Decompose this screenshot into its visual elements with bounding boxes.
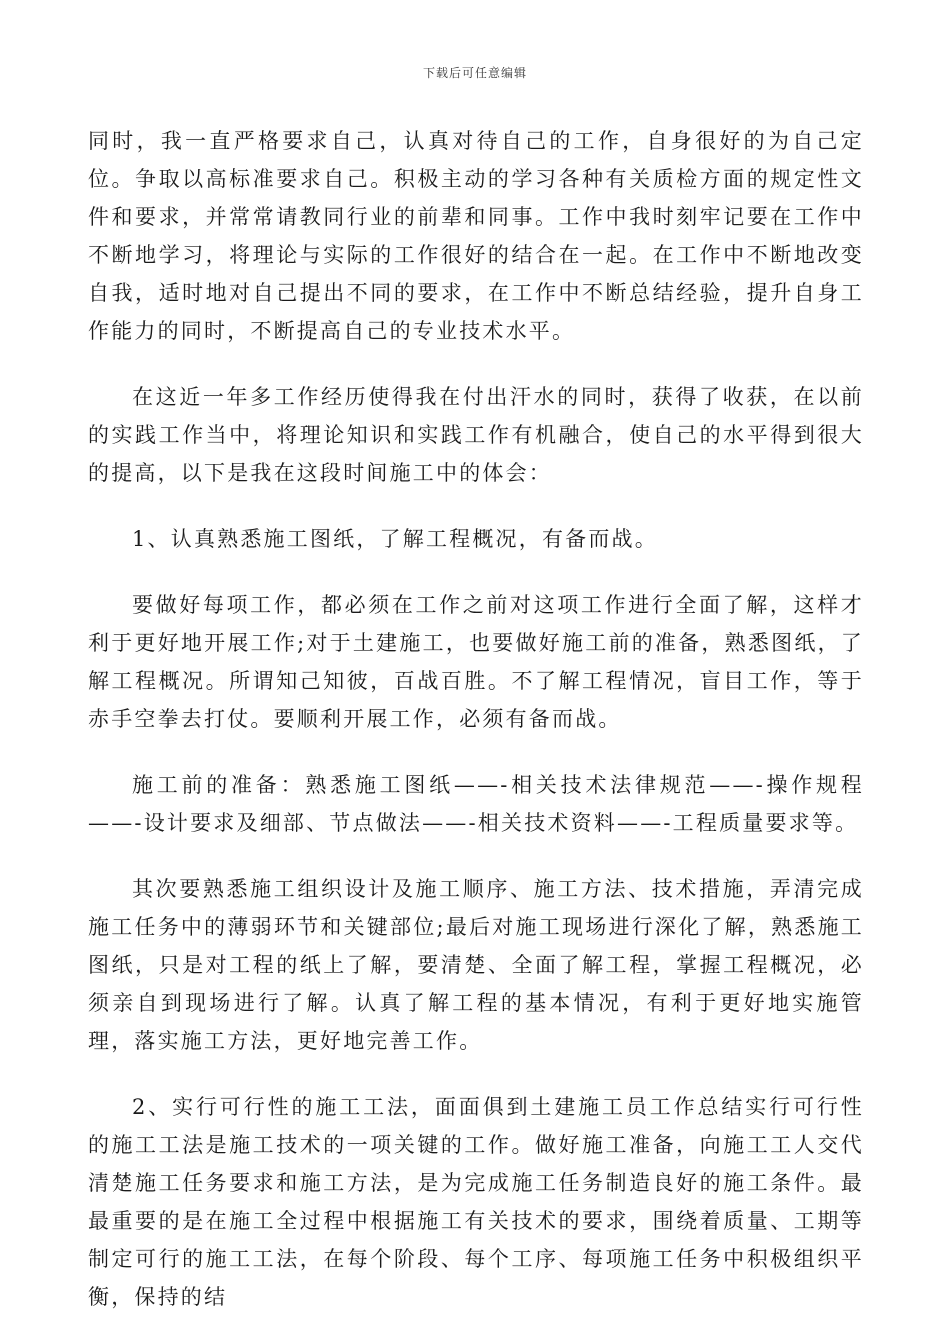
paragraph-5: 施工前的准备：熟悉施工图纸——-相关技术法律规范——-操作规程——-设计要求及细部、节点做法——-相关技术资料——-工程质量要求等。 — [88, 773, 864, 835]
page-header: 下载后可任意编辑 — [422, 66, 527, 80]
paragraph-6: 其次要熟悉施工组织设计及施工顺序、施工方法、技术措施，弄清完成施工任务中的薄弱环节和关键部位;最后对施工现场进行深化了解，熟悉施工图纸，只是对工程的纸上了解，要清楚、全面了解工程，掌握工程概况，必须亲自到现场进行了解。认真了解工程的基本情况，有利于更好地实施管理，落实施工方法，更好地完善工作。 — [88, 877, 864, 1053]
paragraph-4: 要做好每项工作，都必须在工作之前对这项工作进行全面了解，这样才利于更好地开展工作;对于土建施工，也要做好施工前的准备，熟悉图纸，了解工程概况。所谓知己知彼，百战百胜。不了解工程情况，盲目工作，等于赤手空拳去打仗。要顺利开展工作，必须有备而战。 — [88, 593, 864, 731]
paragraph-7: 2、实行可行性的施工工法，面面俱到土建施工员工作总结实行可行性的施工工法是施工技术的一项关键的工作。做好施工准备，向施工工人交代清楚施工任务要求和施工方法，是为完成施工任务制造良好的施工条件。最最重要的是在施工全过程中根据施工有关技术的要求，围绕着质量、工期等制定可行的施工工法，在每个阶段、每个工序、每项施工任务中积极组织平衡，保持的结 — [88, 1095, 864, 1309]
paragraph-1: 同时，我一直严格要求自己，认真对待自己的工作，自身很好的为自己定位。争取以高标准要求自己。积极主动的学习各种有关质检方面的规定性文件和要求，并常常请教同行业的前辈和同事。工作中我时刻牢记要在工作中不断地学习，将理论与实际的工作很好的结合在一起。在工作中不断地改变自我，适时地对自己提出不同的要求，在工作中不断总结经验，提升自身工作能力的同时，不断提高自己的专业技术水平。 — [88, 129, 864, 343]
paragraph-2: 在这近一年多工作经历使得我在付出汗水的同时，获得了收获，在以前的实践工作当中，将理论知识和实践工作有机融合，使自己的水平得到很大的提高，以下是我在这段时间施工中的体会： — [88, 385, 864, 485]
document-body — [88, 122, 864, 1316]
paragraph-3-heading: 1、认真熟悉施工图纸，了解工程概况，有备而战。 — [132, 527, 658, 551]
